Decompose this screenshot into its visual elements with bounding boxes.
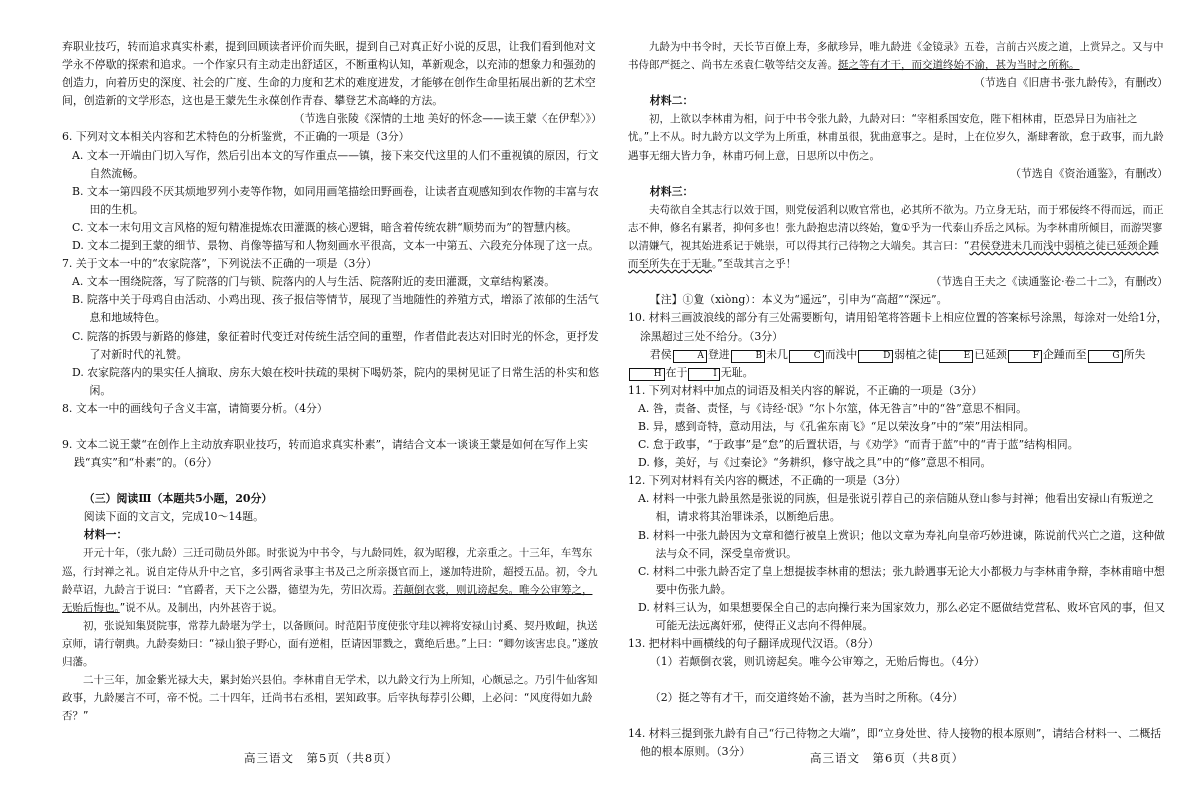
wavy-underlined-sentence: 君侯登进未几而浅中弱植之徒已延颈企踵而至所失在于无耻 bbox=[628, 240, 1159, 271]
option-12a: A. 材料一中张九龄虽然是张说的同族，但是张说引荐自己的亲信随从登山参与封禅；他看出安禄山有叛逆之相，请求将其治罪诛杀，以断绝后患。 bbox=[638, 492, 1154, 524]
source-citation: （节选自王夫之《读通鉴论·卷二十二》，有删改） bbox=[930, 275, 1168, 289]
question-13-part-1: （1）若颠倒衣裳，则讥谤起矣。唯今公审筹之，无贻后悔也。（4分） bbox=[649, 655, 985, 669]
option-12d: D. 材料三认为，如果想要保全自己的志向操行来为国家效力，那么必定不愿做结党营私、败坏官风的事，但又可能无法远离奸邪，使得正义志向不得伸展。 bbox=[638, 600, 1166, 632]
source-citation: （节选自《资治通鉴》，有删改） bbox=[1010, 166, 1168, 180]
sentence-segmentation-boxes bbox=[628, 346, 1168, 382]
source-citation: （节选自张陵《深情的土地 美好的怀念——读王蒙〈在伊犁〉》） bbox=[293, 112, 602, 126]
segment-text: 无耻。 bbox=[720, 365, 754, 379]
option-11a: A. 咎，责备、责怪，与《诗经·氓》“尔卜尔筮，体无咎言”中的“咎”意思不相同。 bbox=[638, 401, 1028, 415]
option-7a: A. 文本一围绕院落，写了院落的门与锁、院落内的人与生活、院落附近的麦田灌溉，文章结构紧凑。 bbox=[72, 275, 556, 289]
section-heading: （三）阅读Ⅲ（本题共5小题，20分） bbox=[83, 492, 273, 506]
left-column bbox=[62, 38, 602, 725]
material-1-paragraph-2: 初，张说知集贤院事，常荐九龄堪为学士，以备顾问。时范阳节度使张守珪以裨将安禄山讨奚、契丹败衄，执送京师，请行朝典。九龄奏劾曰：“禄山狼子野心，面有逆相，臣请因罪戮之，冀绝后患。”上曰：“卿勿该害忠良。”遂放归藩。 bbox=[62, 619, 599, 668]
underlined-sentence-2: 挺之等有才干，而交道终始不渝，甚为当时之所称。 bbox=[838, 59, 1080, 72]
segment-text: 所失 bbox=[1123, 347, 1146, 361]
question-8: 8. 文本一中的画线句子含义丰富，请简要分析。（4分） bbox=[62, 401, 328, 415]
option-7d: D. 农家院落内的果实任人摘取、房东大娘在校叶扶疏的果树下喝奶茶，院内的果树见证了日常生活的朴实和悠闲。 bbox=[72, 365, 600, 397]
answer-box-F[interactable]: F bbox=[1008, 350, 1042, 363]
segment-text: 在于 bbox=[665, 365, 688, 379]
option-7b: B. 院落中关于母鸡自由活动、小鸡出现、孩子报信等情节，展现了当地随性的养殖方式，增添了浓郁的生活气息和地域特色。 bbox=[72, 293, 599, 325]
segment-text: 已延颈 bbox=[974, 347, 1007, 361]
answer-box-H[interactable]: H bbox=[629, 368, 665, 381]
question-13-part-2: （2）挺之等有才干，而交道终始不渝，甚为当时之所称。（4分） bbox=[649, 691, 964, 705]
source-citation: （节选自《旧唐书·张九龄传》，有删改） bbox=[973, 76, 1168, 90]
answer-box-B[interactable]: B bbox=[731, 350, 765, 363]
page-footer-right: 高三语文 第6页（共8页） bbox=[810, 751, 965, 765]
segment-text: 企踵而至 bbox=[1042, 347, 1087, 361]
option-11b: B. 异，感到奇特，意动用法，与《孔雀东南飞》“足以荣汝身”中的“荣”用法相同。 bbox=[638, 419, 1035, 433]
option-11c: C. 怠于政事，“于政事”是“怠”的后置状语，与《劝学》“而青于蓝”中的“青于蓝”结构相同。 bbox=[638, 438, 1079, 452]
material-2-paragraph: 初，上欲以李林甫为相，问于中书令张九龄，九龄对曰：“宰相系国安危，陛下相林甫，臣恐异日为庙社之忧。”上不从。时九龄方以文学为上所重，林甫虽很，犹曲意事之。是时，上在位岁久，渐肆奢欲，怠于政事，而九龄遇事无细大皆力争，林甫巧伺上意，日思所以中伤之。 bbox=[628, 113, 1164, 162]
answer-box-A[interactable]: A bbox=[673, 350, 707, 363]
material-1-title: 材料一： bbox=[83, 528, 128, 542]
option-11d: D. 修，美好，与《过秦论》“务耕织，修守战之具”中的“修”意思不相同。 bbox=[638, 456, 992, 470]
material-1-paragraph-3: 二十三年，加金紫光禄大夫，累封始兴县伯。李林甫自无学术，以九龄文行为上所知，心颇忌之。乃引牛仙客知政事，九龄屡言不可，帝不悦。二十四年，迁尚书右丞相，罢知政事。后宰执每荐引公卿，上必问：“风度得如九龄否？” bbox=[62, 674, 598, 723]
segment-text: 弱植之徒 bbox=[894, 347, 938, 361]
material-2-title: 材料二： bbox=[649, 94, 694, 108]
answer-box-E[interactable]: E bbox=[939, 350, 973, 363]
right-column bbox=[628, 38, 1168, 762]
option-6a: A. 文本一开端由门切入写作，然后引出本文的写作重点——镇，接下来交代这里的人们不重视镇的原因，行文自然流畅。 bbox=[72, 148, 599, 180]
question-6: 6. 下列对文本相关内容和艺术特色的分析鉴赏，不正确的一项是（3分） bbox=[62, 130, 410, 144]
question-11: 11. 下列对材料中加点的词语及相关内容的解说，不正确的一项是（3分） bbox=[628, 383, 983, 397]
question-12: 12. 下列对材料有关内容的概述，不正确的一项是（3分） bbox=[628, 474, 907, 488]
question-7: 7. 关于文本一中的“农家院落”，下列说法不正确的一项是（3分） bbox=[62, 257, 378, 271]
option-6c: C. 文本一末句用文言风格的短句精准提炼农田灌溉的核心逻辑，暗含着传统农耕“顺势而为”的智慧内核。 bbox=[72, 220, 578, 234]
answer-box-G[interactable]: G bbox=[1088, 350, 1123, 363]
question-10: 10. 材料三画波浪线的部分有三处需要断句，请用铅笔将答题卡上相应位置的答案标号涂黑，每涂对一处给1分，涂黑超过三处不给分。（3分） bbox=[628, 311, 1168, 343]
option-7c: C. 院落的拆毁与新路的修建，象征着时代变迁对传统生活空间的重塑，作者借此表达对旧时光的怀念，更抒发了对新时代的礼赞。 bbox=[72, 329, 599, 361]
material-1-paragraph-4: 九龄为中书令时，天长节百僚上寿，多献珍异，唯九龄进《金镜录》五卷，言前古兴废之道，上赏异之。又与中书侍郎严挺之、尚书左丞袁仁敬等结交友善。挺之等有才干，而交道终始不渝，甚为当时之所称。 bbox=[628, 41, 1164, 72]
question-13: 13. 把材料中画横线的句子翻译成现代汉语。（8分） bbox=[628, 637, 879, 651]
question-14: 14. 材料三提到张九龄有自己“行己待物之大端”，即“立身处世、待人接物的根本原则”，请结合材料一、二概括他的根本原则。（3分） bbox=[628, 727, 1162, 759]
option-6d: D. 文本二提到王蒙的细节、景物、肖像等描写和人物刻画水平很高，文本一中第五、六段充分体现了这一点。 bbox=[72, 239, 600, 253]
annotation-note: 【注】①夐（xiòng）：本义为“遥远”，引申为“高超”“深远”。 bbox=[649, 293, 948, 307]
passage-continuation: 弃职业技巧，转而追求真实朴素，提到回顾读者评价而失眠，提到自己对真正好小说的反思，让我们看到他对文学永不停歇的探索和追求。一个作家只有主动走出舒适区，不断重构认知，革新观念，以充沛的想象力和强劲的创造力，向着历史的深度、社会的广度、生命的力度和艺术的难度进发，才能够在创作生命里拓展出新的艺术空间，创造新的文学形态，这也是王蒙先生永葆创作青春、攀登艺术高峰的方法。 bbox=[62, 40, 596, 108]
material-1-paragraph-1: 开元十年，（张九龄）三迁司勋员外郎。时张说为中书令，与九龄同姓，叙为昭穆，尤亲重之。十三年，车驾东巡，行封禅之礼。说自定侍从升中之官，多引两省录事主书及己之所亲摄官而上，遂加特进阶，超授五品。初，令九龄草诏，九龄言于说曰：“官爵者，天下之公器，德望为先，劳旧次焉。若颠倒衣裳，则讥谤起矣。唯今公审筹之，无贻后悔也。”说不从。及制出，内外甚咨于说。 bbox=[62, 547, 598, 614]
option-12b: B. 材料一中张九龄因为文章和德行被皇上赏识；他以文章为寿礼向皇帝巧妙进谏，陈说前代兴亡之道，这种做法与众不同，深受皇帝赏识。 bbox=[638, 528, 1165, 560]
segment-text: 未几 bbox=[766, 347, 788, 361]
section-intro: 阅读下面的文言文，完成10～14题。 bbox=[83, 510, 264, 524]
answer-box-C[interactable]: C bbox=[789, 350, 824, 363]
material-3-paragraph: 夫苟欲自全其志行以效于国，则党佞滔利以败官常也，必其所不欲为。乃立身无玷，而于邪佞终不得而远，而正志不伸，修名有累者，抑何多也！张九龄抱忠清以终始，夐①乎为一代泰山乔岳之风标。为李林甫所倾目，而游哭寥以清嫌气，视其始进系记于姚崇，可以得其行己待物之大端矣。其言曰：“君侯登进未几而浅中弱植之徒已延颈企踵而至所失在于无耻。”至哉其言之乎！ bbox=[628, 203, 1164, 271]
answer-box-D[interactable]: D bbox=[858, 350, 893, 363]
underlined-sentence-1: 若颠倒衣裳，则讥谤起矣。唯今公审筹之，无贻后悔也。 bbox=[62, 583, 593, 614]
segment-text: 君侯 bbox=[649, 347, 672, 361]
answer-box-I[interactable]: I bbox=[688, 368, 719, 381]
option-6b: B. 文本一第四段不厌其烦地罗列小麦等作物，如同用画笔描绘田野画卷，让读者直观感知到农作物的丰富与农田的生机。 bbox=[72, 184, 599, 216]
option-12c: C. 材料二中张九龄否定了皇上想提拔李林甫的想法；张九龄遇事无论大小都极力与李林甫争辩，李林甫暗中想要中伤张九龄。 bbox=[638, 564, 1165, 596]
material-3-title: 材料三： bbox=[649, 184, 694, 198]
segment-text: 而浅中 bbox=[824, 347, 858, 361]
question-9: 9. 文本二说王蒙“在创作上主动放弃职业技巧，转而追求真实朴素”，请结合文本一谈谈王蒙是如何在写作上实践“真实”和“朴素”的。（6分） bbox=[62, 437, 588, 470]
segment-text: 登进 bbox=[707, 347, 730, 361]
page-footer-left: 高三语文 第5页（共8页） bbox=[244, 751, 399, 765]
